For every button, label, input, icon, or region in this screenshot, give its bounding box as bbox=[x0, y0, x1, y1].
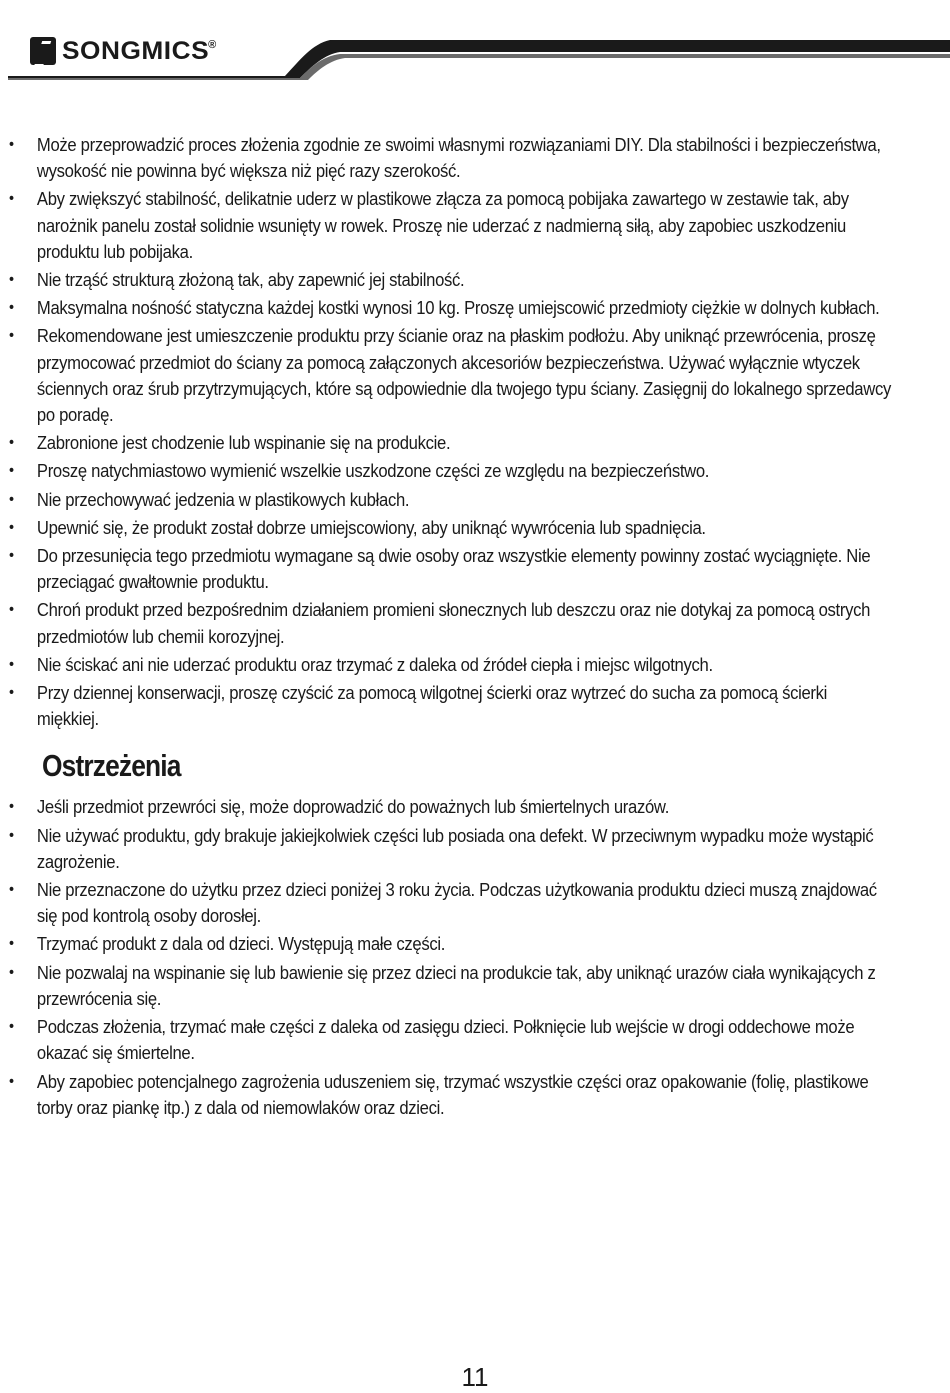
list-item bbox=[0, 132, 900, 184]
brand-name: SONGMICS bbox=[62, 36, 210, 65]
list-item-text: Maksymalna nośność statyczna każdej kostki wynosi 10 kg. Proszę umiejscowić przedmioty ciężkie w dolnych kubłach. bbox=[36, 297, 880, 319]
page-header bbox=[0, 0, 950, 90]
list-item bbox=[0, 931, 900, 957]
list-item-text: Nie trząść strukturą złożoną tak, aby zapewnić jej stabilność. bbox=[36, 269, 465, 291]
bullet-icon: • bbox=[9, 327, 14, 345]
list-item bbox=[0, 680, 900, 732]
bullet-icon: • bbox=[9, 1018, 14, 1036]
list-item-text: Upewnić się, że produkt został dobrze umiejscowiony, aby uniknąć wywrócenia lub spadnięcia. bbox=[36, 516, 706, 538]
list-item-text: Nie przeznaczone do użytku przez dzieci poniżej 3 roku życia. Podczas użytkowania produktu dzieci muszą znajdować się pod kontrolą osoby dorosłej. bbox=[36, 879, 877, 927]
bullet-icon: • bbox=[9, 963, 14, 981]
bullet-icon: • bbox=[9, 655, 14, 673]
list-item-text: Nie przechowywać jedzenia w plastikowych kubłach. bbox=[36, 488, 410, 510]
registered-mark: ® bbox=[208, 39, 217, 51]
list-item-text: Aby zapobiec potencjalnego zagrożenia uduszeniem się, trzymać wszystkie części oraz opakowanie (folię, plastikowe torby oraz piankę itp.) z dala od niemowlaków oraz dzieci. bbox=[36, 1070, 869, 1118]
list-item-text: Nie używać produktu, gdy brakuje jakiejkolwiek części lub posiada ona defekt. W przeciwnym wypadku może wystąpić zagrożenie. bbox=[36, 824, 874, 872]
warnings-list bbox=[0, 794, 950, 1120]
page-number: 11 bbox=[461, 1362, 489, 1392]
list-item-text: Nie pozwalaj na wspinanie się lub bawienie się przez dzieci na produkcie tak, aby uniknąć urazów ciała wynikających z przewrócenia się. bbox=[36, 961, 876, 1009]
bullet-icon: • bbox=[9, 434, 14, 452]
list-item-text: Nie ściskać ani nie uderzać produktu oraz trzymać z daleka od źródeł ciepła i miejsc wilgotnych. bbox=[36, 653, 713, 675]
songmics-logo-icon bbox=[30, 37, 56, 65]
list-item-text: Może przeprowadzić proces złożenia zgodnie ze swoimi własnymi rozwiązaniami DIY. Dla stabilności i bezpieczeństwa, wysokość nie powinna być większa niż pięć razy szerokość. bbox=[36, 134, 881, 182]
list-item bbox=[0, 323, 900, 428]
list-item bbox=[0, 823, 900, 875]
list-item-text: Aby zwiększyć stabilność, delikatnie uderz w plastikowe złącza za pomocą pobijaka zawartego w zestawie tak, aby narożnik panelu został solidnie wsunięty w rowek. Proszę nie uderzać z nadmierną siłą, aby zapobiec uszkodzeniu produktu lub pobijaka. bbox=[36, 188, 849, 262]
bullet-icon: • bbox=[9, 826, 14, 844]
list-item-text: Podczas złożenia, trzymać małe części z daleka od zasięgu dzieci. Połknięcie lub wejście w drogi oddechowe może okazać się śmiertelne. bbox=[36, 1016, 855, 1064]
list-item bbox=[0, 794, 900, 820]
bullet-icon: • bbox=[9, 299, 14, 317]
list-item-text: Trzymać produkt z dala od dzieci. Występują małe części. bbox=[36, 933, 446, 955]
bullet-icon: • bbox=[9, 935, 14, 953]
bullet-icon: • bbox=[9, 136, 14, 153]
list-item bbox=[0, 877, 900, 929]
list-item-text: Jeśli przedmiot przewróci się, może doprowadzić do poważnych lub śmiertelnych urazów. bbox=[36, 796, 670, 818]
bullet-icon: • bbox=[9, 490, 14, 508]
list-item-text: Zabronione jest chodzenie lub wspinanie się na produkcie. bbox=[36, 432, 451, 454]
list-item-text: Do przesunięcia tego przedmiotu wymagane są dwie osoby oraz wszystkie elementy powinny zostać wyciągnięte. Nie przeciągać gwałtownie produktu. bbox=[36, 545, 871, 593]
bullet-icon: • bbox=[9, 881, 14, 899]
list-item bbox=[0, 458, 900, 484]
bullet-icon: • bbox=[9, 547, 14, 565]
bullet-icon: • bbox=[9, 190, 14, 208]
list-item bbox=[0, 960, 900, 1012]
list-item bbox=[0, 1014, 900, 1066]
bullet-icon: • bbox=[9, 601, 14, 619]
list-item-text: Przy dziennej konserwacji, proszę czyścić za pomocą wilgotnej ścierki oraz wytrzeć do sucha za pomocą ścierki miękkiej. bbox=[36, 682, 828, 730]
list-item bbox=[0, 186, 900, 265]
list-item-text: Chroń produkt przed bezpośrednim działaniem promieni słonecznych lub deszczu oraz nie dotykaj za pomocą ostrych przedmiotów lub chemii korozyjnej. bbox=[36, 599, 871, 647]
list-item bbox=[0, 267, 900, 293]
list-item bbox=[0, 295, 900, 321]
list-item bbox=[0, 430, 900, 456]
bullet-icon: • bbox=[9, 271, 14, 289]
instructions-list bbox=[0, 132, 950, 732]
list-item bbox=[0, 487, 900, 513]
bullet-icon: • bbox=[9, 1072, 14, 1090]
page-content bbox=[0, 132, 950, 1123]
list-item-text: Rekomendowane jest umieszczenie produktu przy ścianie oraz na płaskim podłożu. Aby uniknąć przewrócenia, proszę przymocować przedmiot do ściany za pomocą załączonych akcesoriów bezpieczeństwa. Używać wyłącznie wtyczek ściennych oraz śrub przytrzymujących, które są odpowiednie dla twojego typu ściany. Zasięgnij do lokalnego sprzedawcy po poradę. bbox=[36, 325, 891, 426]
list-item bbox=[0, 1069, 900, 1121]
warnings-heading: Ostrzeżenia bbox=[42, 748, 181, 784]
bullet-icon: • bbox=[9, 462, 14, 480]
list-item bbox=[0, 543, 900, 595]
bullet-icon: • bbox=[9, 798, 14, 816]
list-item-text: Proszę natychmiastowo wymienić wszelkie uszkodzone części ze względu na bezpieczeństwo. bbox=[36, 460, 710, 482]
list-item bbox=[0, 597, 900, 649]
list-item bbox=[0, 652, 900, 678]
bullet-icon: • bbox=[9, 518, 14, 536]
brand-logo bbox=[30, 36, 216, 66]
bullet-icon: • bbox=[9, 684, 14, 702]
list-item bbox=[0, 515, 900, 541]
